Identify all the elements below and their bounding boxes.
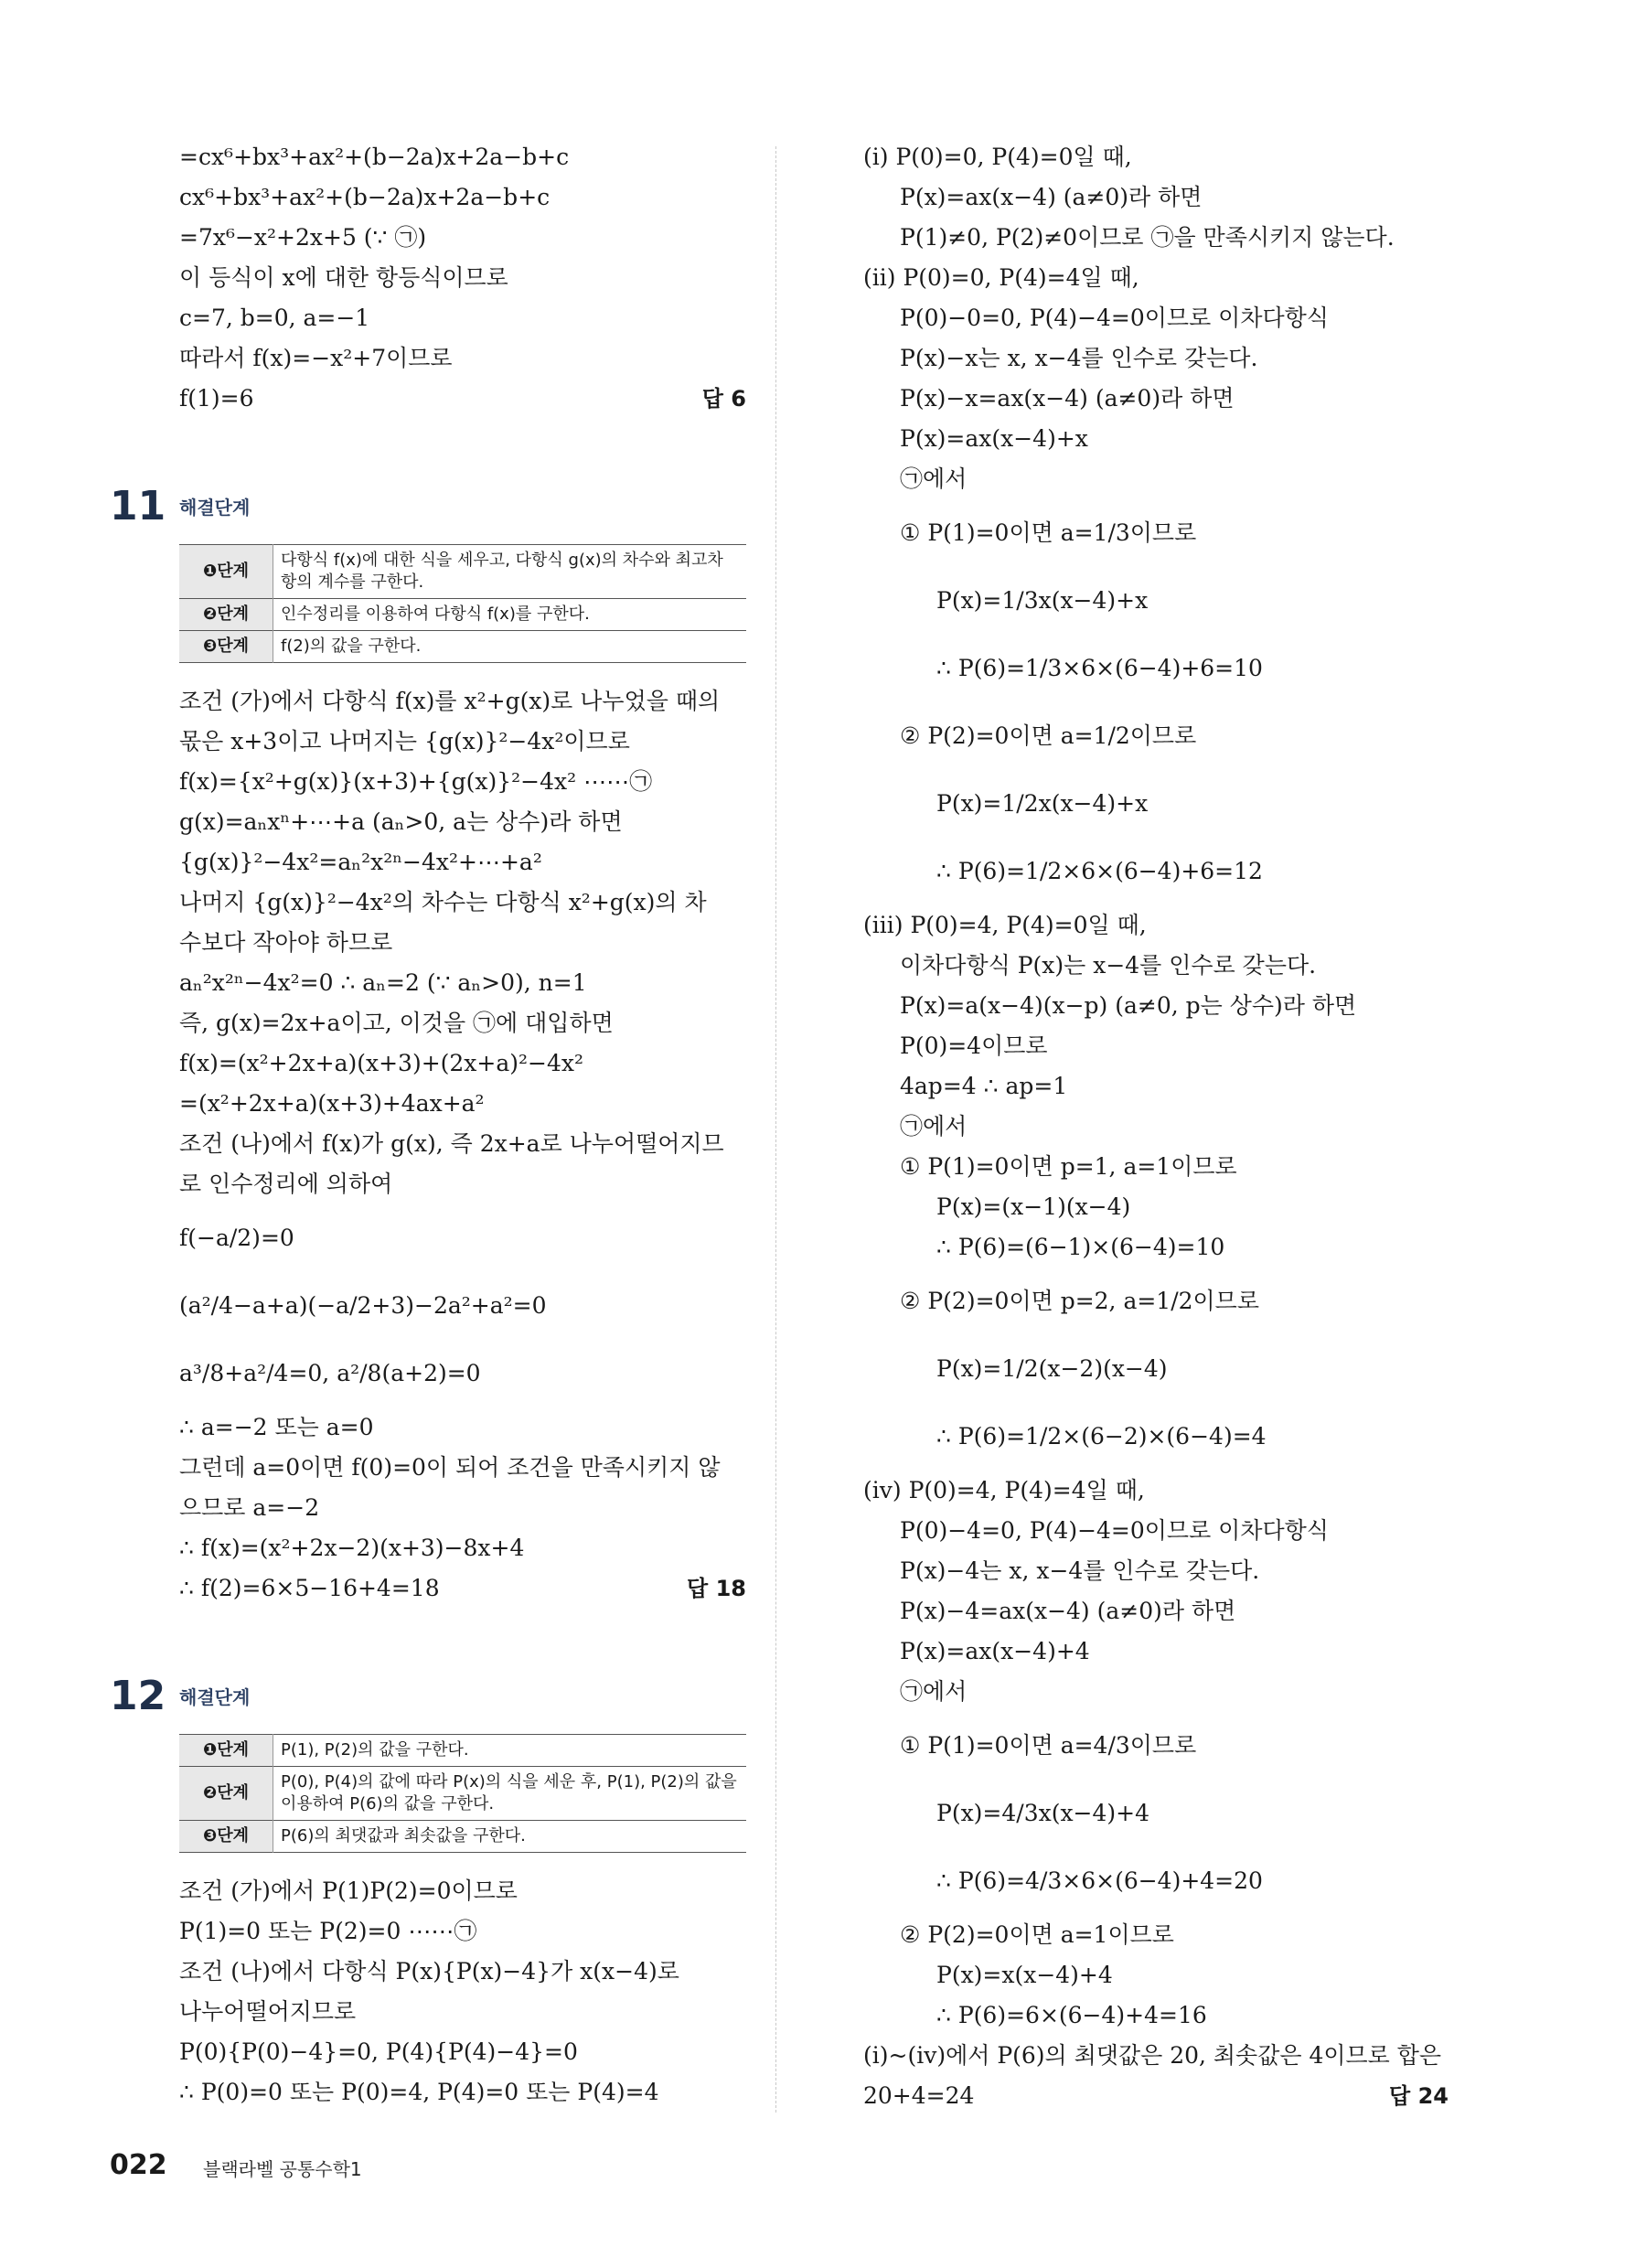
step-row (179, 631, 746, 663)
solution-line: f(−a/2)=0 (179, 1225, 294, 1251)
problem-11-answer-row (179, 1568, 746, 1609)
step-text: P(6)의 최댓값과 최솟값을 구한다. (281, 1826, 526, 1845)
case-3-subcases (863, 1268, 1449, 1471)
solution-line: P(x)=1/2(x−2)(x−4) (936, 1355, 1168, 1382)
step-row (179, 599, 746, 631)
solution-line: ㉠에서 (900, 465, 968, 492)
step-label: ❷단계 (179, 1767, 273, 1821)
solution-line: P(1)≠0, P(2)≠0이므로 ㉠을 만족시키지 않는다. (900, 224, 1395, 251)
prev-solution-answer-row (179, 379, 746, 419)
solution-line: ∴ P(6)=6×(6−4)+4=16 (936, 2002, 1207, 2028)
step-label: ❸단계 (179, 1821, 273, 1853)
solution-line: 즉, g(x)=2x+a이고, 이것을 ㉠에 대입하면 (179, 1010, 614, 1036)
solution-line: 몫은 x+3이고 나머지는 {g(x)}²−4x²이므로 (179, 728, 630, 754)
solution-line: ① P(1)=0이면 p=1, a=1이므로 (900, 1153, 1237, 1180)
left-column (110, 137, 746, 2113)
solution-line: ∴ P(6)=1/3×6×(6−4)+6=10 (936, 655, 1263, 681)
right-column (863, 137, 1449, 2116)
step-label: ❸단계 (179, 631, 273, 663)
problem-number: 12 (110, 1673, 166, 1719)
solution-line: 이차다항식 P(x)는 x−4를 인수로 갖는다. (900, 952, 1317, 979)
solution-line: 4ap=4 ∴ ap=1 (900, 1073, 1068, 1099)
solution-line: 따라서 f(x)=−x²+7이므로 (179, 345, 453, 371)
solution-line: P(x)=ax(x−4)+4 (900, 1638, 1090, 1664)
step-text: 다항식 f(x)에 대한 식을 세우고, 다항식 g(x)의 차수와 최고차항의 계수를 구한다. (281, 551, 723, 592)
step-row (179, 1821, 746, 1853)
solution-line: P(x)−x=ax(x−4) (a≠0)라 하면 (900, 385, 1235, 412)
solution-line: ∴ P(6)=1/2×6×(6−4)+6=12 (936, 858, 1263, 884)
solution-line: (ⅳ) P(0)=4, P(4)=4일 때, (863, 1477, 1145, 1503)
solution-line: ∴ f(x)=(x²+2x−2)(x+3)−8x+4 (179, 1535, 525, 1561)
prev-solution-continuation (179, 137, 746, 379)
solution-line: 조건 (가)에서 P(1)P(2)=0이므로 (179, 1878, 518, 1904)
step-label: ❶단계 (179, 1735, 273, 1767)
solution-line: P(1)=0 또는 P(2)=0 ⋯⋯㉠ (179, 1918, 477, 1944)
prev-solution-last-line: f(1)=6 (179, 385, 254, 412)
solution-line: 나머지 {g(x)}²−4x²의 차수는 다항식 x²+g(x)의 차 (179, 889, 707, 915)
step-text: f(2)의 값을 구한다. (281, 637, 422, 656)
solution-line: =(x²+2x+a)(x+3)+4ax+a² (179, 1090, 485, 1117)
solution-line: ② P(2)=0이면 a=1이므로 (900, 1921, 1174, 1948)
solution-line: P(x)=(x−1)(x−4) (936, 1193, 1131, 1220)
problem-11-solution (179, 681, 746, 1568)
solution-line: P(x)=x(x−4)+4 (936, 1962, 1113, 1988)
problem-12-answer-row (863, 2076, 1449, 2116)
case-2 (863, 258, 1449, 499)
solution-line: aₙ²x²ⁿ−4x²=0 ∴ aₙ=2 (∵ aₙ>0), n=1 (179, 969, 587, 996)
steps-title: 해결단계 (179, 497, 251, 519)
solution-line: ∴ P(6)=4/3×6×(6−4)+4=20 (936, 1867, 1263, 1894)
problem-12-solution (179, 1871, 746, 2113)
solution-line: ② P(2)=0이면 p=2, a=1/2이므로 (900, 1288, 1259, 1314)
solution-line: ㉠에서 (900, 1678, 968, 1705)
answer-label: 답 18 (687, 1576, 746, 1601)
step-text: 인수정리를 이용하여 다항식 f(x)를 구한다. (281, 604, 590, 624)
solution-line: (ⅱ) P(0)=0, P(4)=4일 때, (863, 264, 1139, 291)
step-row (179, 1767, 746, 1821)
solution-line: P(x)−x는 x, x−4를 인수로 갖는다. (900, 345, 1258, 371)
steps-title: 해결단계 (179, 1686, 251, 1708)
step-text: P(1), P(2)의 값을 구한다. (281, 1740, 469, 1760)
solution-line: ① P(1)=0이면 a=4/3이므로 (900, 1732, 1197, 1759)
solution-line: P(x)−4는 x, x−4를 인수로 갖는다. (900, 1557, 1260, 1584)
solution-line: 나누어떨어지므로 (179, 1998, 357, 2025)
solution-line: P(0)=4이므로 (900, 1032, 1048, 1059)
answer-label: 답 24 (1389, 2083, 1449, 2109)
solution-line: f(x)=(x²+2x+a)(x+3)+(2x+a)²−4x² (179, 1050, 584, 1076)
solution-line: P(x)=1/2x(x−4)+x (936, 790, 1149, 817)
solution-line: {g(x)}²−4x²=aₙ²x²ⁿ−4x²+⋯+a² (179, 849, 542, 875)
case-4-end (863, 1915, 1449, 2076)
solution-line: ② P(2)=0이면 a=1/2이므로 (900, 722, 1197, 749)
solution-line: =7x⁶−x²+2x+5 (∵ ㉠) (179, 224, 427, 251)
final-line: 20+4=24 (863, 2082, 975, 2109)
solution-line: P(0){P(0)−4}=0, P(4){P(4)−4}=0 (179, 2038, 578, 2065)
step-row (179, 545, 746, 599)
solution-line: f(x)={x²+g(x)}(x+3)+{g(x)}²−4x² ⋯⋯㉠ (179, 768, 653, 795)
solution-line: ① P(1)=0이면 a=1/3이므로 (900, 519, 1197, 546)
solution-line: 로 인수정리에 의하여 (179, 1171, 393, 1197)
solution-line: (ⅲ) P(0)=4, P(4)=0일 때, (863, 912, 1147, 938)
case-3 (863, 905, 1449, 1268)
solution-line: c=7, b=0, a=−1 (179, 305, 370, 331)
step-text: P(0), P(4)의 값에 따라 P(x)의 식을 세운 후, P(1), P(2)의 값을 이용하여 P(6)의 값을 구한다. (281, 1772, 737, 1813)
solution-line: 조건 (가)에서 다항식 f(x)를 x²+g(x)로 나누었을 때의 (179, 688, 721, 714)
page-number: 022 (110, 2149, 167, 2181)
final-line: ∴ f(2)=6×5−16+4=18 (179, 1575, 440, 1601)
case-4 (863, 1471, 1449, 1712)
solution-line: (ⅰ) P(0)=0, P(4)=0일 때, (863, 144, 1132, 170)
solution-line: ∴ P(6)=(6−1)×(6−4)=10 (936, 1234, 1225, 1260)
solution-steps-table (179, 1734, 746, 1853)
case-4-subcases (863, 1712, 1449, 1915)
column-divider (775, 146, 776, 2113)
solution-line: P(x)=ax(x−4)+x (900, 425, 1088, 452)
solution-steps-table (179, 544, 746, 663)
solution-line: (a²/4−a+a)(−a/2+3)−2a²+a²=0 (179, 1292, 547, 1319)
solution-line: ∴ P(6)=1/2×(6−2)×(6−4)=4 (936, 1423, 1267, 1450)
step-label: ❶단계 (179, 545, 273, 599)
book-title: 블랙라벨 공통수학1 (203, 2158, 362, 2180)
solution-line: 수보다 작아야 하므로 (179, 929, 393, 956)
solution-line: P(x)−4=ax(x−4) (a≠0)라 하면 (900, 1598, 1236, 1624)
case-1 (863, 137, 1449, 258)
solution-line: P(0)−0=0, P(4)−4=0이므로 이차다항식 (900, 305, 1329, 331)
solution-line: 그런데 a=0이면 f(0)=0이 되어 조건을 만족시키지 않 (179, 1454, 721, 1481)
step-label: ❷단계 (179, 599, 273, 631)
problem-11-header (110, 483, 746, 530)
solution-line: 이 등식이 x에 대한 항등식이므로 (179, 264, 508, 291)
solution-line: 으므로 a=−2 (179, 1494, 320, 1521)
solution-line: P(0)−4=0, P(4)−4=0이므로 이차다항식 (900, 1517, 1329, 1544)
problem-12-header (110, 1673, 746, 1719)
solution-line: 조건 (나)에서 다항식 P(x){P(x)−4}가 x(x−4)로 (179, 1958, 679, 1984)
problem-number: 11 (110, 483, 166, 530)
step-row (179, 1735, 746, 1767)
solution-line: ㉠에서 (900, 1113, 968, 1139)
solution-line: P(x)=4/3x(x−4)+4 (936, 1800, 1150, 1826)
solution-line: =cx⁶+bx³+ax²+(b−2a)x+2a−b+c (179, 144, 570, 170)
solution-line: (ⅰ)~(ⅳ)에서 P(6)의 최댓값은 20, 최솟값은 4이므로 합은 (863, 2042, 1442, 2069)
solution-line: a³/8+a²/4=0, a²/8(a+2)=0 (179, 1360, 481, 1386)
solution-line: ∴ a=−2 또는 a=0 (179, 1414, 374, 1440)
solution-line: g(x)=aₙxⁿ+⋯+a (aₙ>0, a는 상수)라 하면 (179, 808, 623, 835)
solution-line: cx⁶+bx³+ax²+(b−2a)x+2a−b+c (179, 184, 551, 210)
solution-line: P(x)=ax(x−4) (a≠0)라 하면 (900, 184, 1203, 210)
case-2-subcases (863, 499, 1449, 905)
solution-line: P(x)=a(x−4)(x−p) (a≠0, p는 상수)라 하면 (900, 992, 1357, 1019)
answer-label: 답 6 (701, 386, 746, 412)
solution-line: P(x)=1/3x(x−4)+x (936, 587, 1149, 614)
solution-line: 조건 (나)에서 f(x)가 g(x), 즉 2x+a로 나누어떨어지므 (179, 1130, 724, 1157)
solution-line: ∴ P(0)=0 또는 P(0)=4, P(4)=0 또는 P(4)=4 (179, 2079, 659, 2105)
